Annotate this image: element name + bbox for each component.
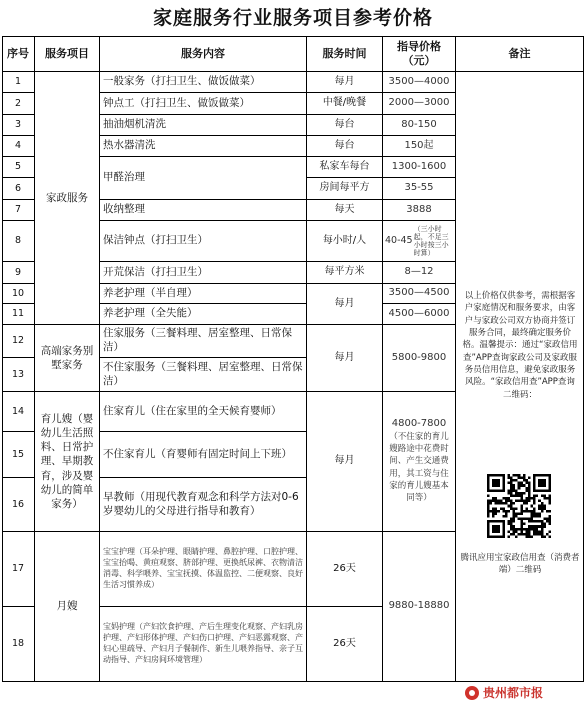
remarks-text: 以上价格仅供参考，需根据客户家庭情况和服务要求，由客户与家政公司双方协商并签订服务合同，最终确定服务价格。温馨提示：通过“家政信用查”APP查询家政公司及家政服务员信用信息，避免家政服务风险。“家政信用查”APP查询二维码： xyxy=(462,291,578,400)
price: 35-55 xyxy=(383,178,456,200)
service-time: 每月 xyxy=(307,72,383,93)
price-cell-hourly xyxy=(383,221,456,262)
remarks-panel xyxy=(456,72,584,700)
row-number: 2 xyxy=(2,93,35,115)
price: 2000—3000 xyxy=(383,93,456,115)
row-number: 7 xyxy=(2,200,35,221)
header-price: 指导价格（元） xyxy=(383,36,456,72)
service-time: 26天 xyxy=(307,607,383,682)
service-content: 开荒保洁（打扫卫生） xyxy=(100,262,307,284)
price: 3500—4000 xyxy=(383,72,456,93)
service-content: 收纳整理 xyxy=(100,200,307,221)
price: 5800-9800 xyxy=(383,325,456,392)
service-time: 每台 xyxy=(307,136,383,157)
qr-code-icon xyxy=(487,474,551,538)
watermark-text: 贵州都市报 xyxy=(483,686,544,700)
service-time: 每台 xyxy=(307,115,383,136)
service-time: 房间每平方 xyxy=(307,178,383,200)
service-content: 住家育儿（住在家里的全天候育婴师） xyxy=(100,392,307,432)
service-content: 养老护理（半自理） xyxy=(100,284,307,304)
price: 8—12 xyxy=(383,262,456,284)
service-content: 宝妈护理（产妇饮食护理、产后生理变化观察、产妇乳房护理、产妇形体护理、产妇伤口护理、产妇恶露观察、产妇心里疏导、产妇月子餐制作、新生儿喂养指导、亲子互动指导、产妇房间环境管理） xyxy=(100,607,307,682)
row-number: 17 xyxy=(2,532,35,607)
price: 80-150 xyxy=(383,115,456,136)
row-number: 9 xyxy=(2,262,35,284)
service-content: 不住家育儿（育婴师有固定时间上下班） xyxy=(100,432,307,478)
qr-caption: 腾讯应用宝家政信用查（消费者端）二维码 xyxy=(460,553,580,576)
price: 150起 xyxy=(383,136,456,157)
row-number: 11 xyxy=(2,304,35,325)
header-time: 服务时间 xyxy=(307,36,383,72)
price-table xyxy=(2,36,584,700)
service-time: 每小时/人 xyxy=(307,221,383,262)
price: 40-45 xyxy=(385,235,413,247)
category-nanny: 育儿嫂（婴幼儿生活照料、日常护理、早期教育，涉及婴幼儿的简单家务） xyxy=(35,392,100,532)
price: 3500—4500 xyxy=(383,284,456,304)
service-content: 热水器清洗 xyxy=(100,136,307,157)
service-content: 保洁钟点（打扫卫生） xyxy=(100,221,307,262)
row-number: 14 xyxy=(2,392,35,432)
service-content: 一般家务（打扫卫生、做饭做菜） xyxy=(100,72,307,93)
price: 4800-7800 xyxy=(391,418,447,430)
row-number: 4 xyxy=(2,136,35,157)
service-time: 私家车每台 xyxy=(307,157,383,178)
price: 9880-18880 xyxy=(383,532,456,682)
service-content: 抽油烟机清洗 xyxy=(100,115,307,136)
service-content: 宝宝护理（耳朵护理、眼睛护理、鼻腔护理、口腔护理、宝宝抬喝、黄疸观察、脐部护理、更换纸尿裤、衣物清洁消毒、科学喂养、宝宝抚摸、体温监控、二便观察、良好生活习惯养成） xyxy=(100,532,307,607)
service-time: 每天 xyxy=(307,200,383,221)
price: 4500—6000 xyxy=(383,304,456,325)
category-maternity: 月嫂 xyxy=(35,532,100,682)
row-number: 13 xyxy=(2,358,35,392)
service-content: 住家服务（三餐料理、居室整理、日常保洁） xyxy=(100,325,307,358)
row-number: 18 xyxy=(2,607,35,682)
price: 1300-1600 xyxy=(383,157,456,178)
price-note: （不住家的育儿嫂路途中花费时间、产生交通费用，其工资与住家的育儿嫂基本同等） xyxy=(389,431,449,504)
service-content: 养老护理（全失能） xyxy=(100,304,307,325)
row-number: 15 xyxy=(2,432,35,478)
price-note: （三小时起，不足三小时按三小时算） xyxy=(413,224,449,258)
row-number: 3 xyxy=(2,115,35,136)
row-number: 1 xyxy=(2,72,35,93)
category-villa: 高端家务别墅家务 xyxy=(35,325,100,392)
price: 3888 xyxy=(383,200,456,221)
service-content: 钟点工（打扫卫生、做饭做菜） xyxy=(100,93,307,115)
row-number: 10 xyxy=(2,284,35,304)
row-number: 12 xyxy=(2,325,35,358)
header-category: 服务项目 xyxy=(35,36,100,72)
category-housekeeping: 家政服务 xyxy=(35,72,100,325)
service-content: 早教师（用现代教育观念和科学方法对0-6岁婴幼儿的父母进行指导和教育） xyxy=(100,478,307,532)
watermark xyxy=(465,684,543,701)
service-time: 中餐/晚餐 xyxy=(307,93,383,115)
newspaper-logo-icon xyxy=(465,686,479,700)
header-no: 序号 xyxy=(2,36,35,72)
service-time: 每月 xyxy=(307,284,383,325)
service-time: 每平方米 xyxy=(307,262,383,284)
row-number: 6 xyxy=(2,178,35,200)
service-content: 不住家服务（三餐料理、居室整理、日常保洁） xyxy=(100,358,307,392)
row-number: 8 xyxy=(2,221,35,262)
service-time: 26天 xyxy=(307,532,383,607)
header-content: 服务内容 xyxy=(100,36,307,72)
price-cell-nanny xyxy=(383,392,456,532)
service-time: 每月 xyxy=(307,392,383,532)
page-title: 家庭服务行业服务项目参考价格 xyxy=(152,7,433,29)
service-content: 甲醛治理 xyxy=(100,157,307,200)
service-time: 每月 xyxy=(307,325,383,392)
header-remarks: 备注 xyxy=(456,36,584,72)
row-number: 16 xyxy=(2,478,35,532)
row-number: 5 xyxy=(2,157,35,178)
